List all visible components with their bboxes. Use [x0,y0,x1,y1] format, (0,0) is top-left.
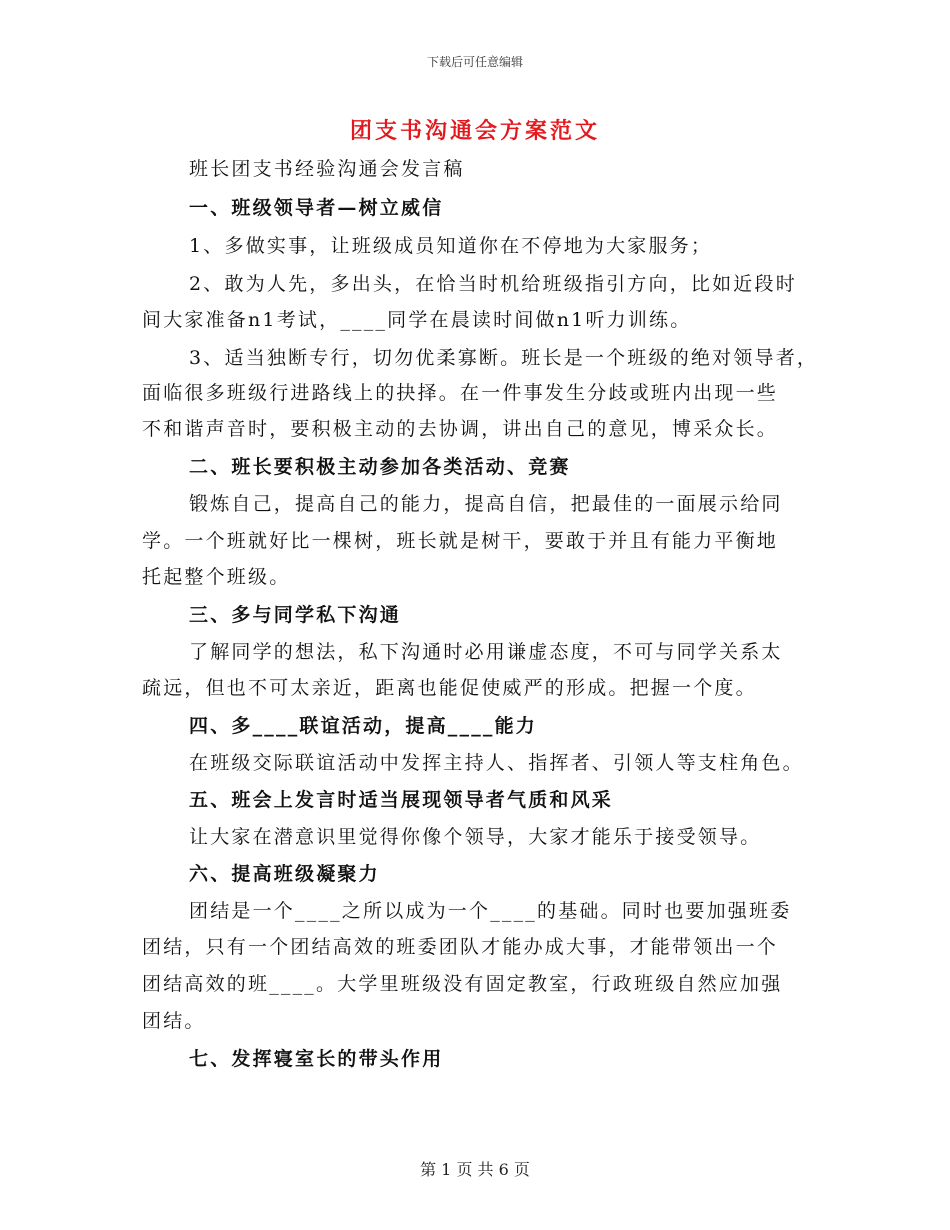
paragraph-line: 1、多做实事，让班级成员知道你在不停地为大家服务； [189,235,713,257]
paragraph-line: 不和谐声音时，要积极主动的去协调，讲出自己的意见，博采众长。 [142,418,779,440]
section-heading: 二、班长要积极主动参加各类活动、竞赛 [189,456,571,478]
paragraph-line: 让大家在潜意识里觉得你像个领导，大家才能乐于接受领导。 [189,826,762,848]
paragraph-line: 团结高效的班____。大学里班级没有固定教室，行政班级自然应加强 [142,973,783,995]
paragraph-line: 锻炼自己，提高自己的能力，提高自信，把最佳的一面展示给同 [189,493,783,515]
document-title: 团支书沟通会方案范文 [349,118,600,144]
paragraph-line: 间大家准备n1考试，____同学在晨读时间做n1听力训练。 [142,309,692,331]
page-number: 第 1 页 共 6 页 [420,1160,530,1179]
section-heading: 四、多____联谊活动，提高____能力 [189,715,538,737]
paragraph-line: 团结是一个____之所以成为一个____的基础。同时也要加强班委 [189,900,792,922]
section-heading: 六、提高班级凝聚力 [189,863,380,885]
paragraph-line: 2、敢为人先，多出头，在恰当时机给班级指引方向，比如近段时 [189,273,797,295]
page-header-note: 下载后可任意编辑 [426,55,523,69]
paragraph-line: 面临很多班级行进路线上的抉择。在一件事发生分歧或班内出现一些 [142,382,779,404]
paragraph-line: 3、适当独断专行，切勿优柔寡断。班长是一个班级的绝对领导者， [189,347,819,369]
document-subtitle: 班长团支书经验沟通会发言稿 [189,158,465,180]
section-heading: 五、班会上发言时适当展现领导者气质和风采 [189,789,614,811]
paragraph-line: 在班级交际联谊活动中发挥主持人、指挥者、引领人等支柱角色。 [189,752,804,774]
paragraph-line: 团结，只有一个团结高效的班委团队才能办成大事，才能带领出一个 [142,936,779,958]
paragraph-line: 团结。 [142,1010,206,1032]
section-heading: 七、发挥寝室长的带头作用 [189,1048,444,1070]
section-heading: 一、班级领导者—树立威信 [189,197,444,219]
paragraph-line: 了解同学的想法，私下沟通时必用谦虚态度，不可与同学关系太 [189,641,783,663]
section-heading: 三、多与同学私下沟通 [189,604,402,626]
paragraph-line: 学。一个班就好比一棵树，班长就是树干，要敢于并且有能力平衡地 [142,530,779,552]
paragraph-line: 疏远，但也不可太亲近，距离也能促使威严的形成。把握一个度。 [142,677,757,699]
paragraph-line: 托起整个班级。 [142,566,291,588]
